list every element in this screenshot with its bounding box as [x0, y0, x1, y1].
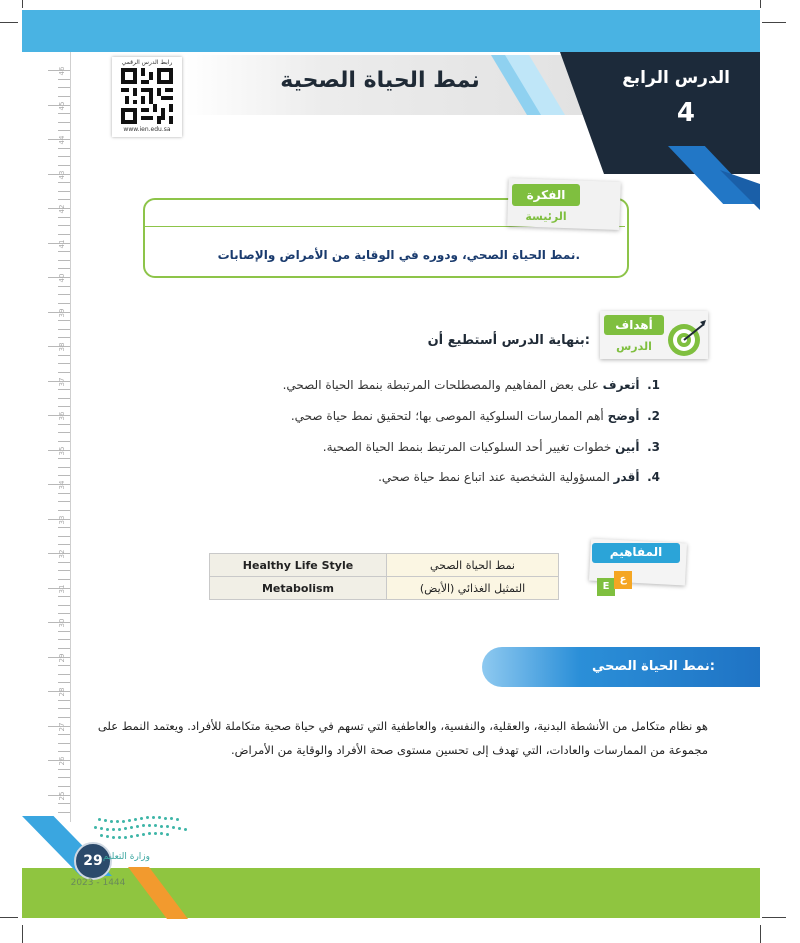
concept-en: Metabolism [210, 577, 387, 600]
ruler-tick [58, 79, 70, 80]
ruler-number: 35 [58, 446, 66, 455]
qr-label: رابط الدرس الرقمي [121, 59, 173, 66]
goal-text: أهم الممارسات السلوكية الموصى بها؛ لتحقيق نمط حياة صحي. [290, 409, 604, 423]
ruler-tick [58, 355, 70, 356]
ruler-number: 38 [58, 342, 66, 352]
ruler-tick [58, 268, 70, 269]
ruler-tick [58, 225, 70, 226]
bottom-band [22, 868, 760, 918]
goals-tag-line1: أهداف [615, 318, 653, 332]
ruler-number: 41 [58, 239, 66, 248]
target-icon [664, 318, 708, 358]
ministry-name: وزارة التعليم [102, 852, 150, 862]
ruler-tick [58, 475, 70, 476]
page-number: 29 [74, 842, 112, 880]
ruler-tick [58, 613, 70, 614]
ruler-tick [58, 648, 70, 649]
crop-mark [762, 22, 786, 23]
ruler-number: 30 [58, 618, 66, 628]
logo-dot [106, 828, 109, 831]
ruler-tick [58, 432, 70, 433]
ruler-tick [58, 803, 70, 804]
ruler-tick [58, 389, 70, 390]
ruler-tick [58, 812, 70, 813]
goal-text: على بعض المفاهيم والمصطلحات المرتبطة بنمط الحياة الصحي. [282, 378, 599, 392]
qr-code-icon[interactable] [121, 68, 173, 124]
ruler-number: 34 [58, 480, 66, 490]
logo-dot [154, 824, 157, 827]
logo-dot [158, 816, 161, 819]
ruler-number: 46 [58, 66, 66, 76]
crop-mark [760, 0, 761, 8]
logo-dot [130, 835, 133, 838]
ruler-number: 40 [58, 273, 66, 283]
ruler-tick [58, 605, 70, 606]
lesson-label: الدرس الرابع [622, 68, 730, 88]
lesson-number: 4 [676, 98, 695, 128]
logo-dot [118, 836, 121, 839]
ruler-number: 29 [58, 653, 66, 662]
ruler-tick [58, 700, 70, 701]
logo-dot [154, 832, 157, 835]
logo-dot [148, 832, 151, 835]
goals-intro: بنهاية الدرس أستطيع أن: [427, 333, 590, 348]
section-heading: نمط الحياة الصحي: [591, 659, 715, 674]
ruler-number: 32 [58, 549, 66, 559]
goal-text: المسؤولية الشخصية عند اتباع نمط حياة صحي. [378, 470, 610, 484]
ruler-tick [58, 536, 70, 537]
ruler-tick [58, 363, 70, 364]
ruler-tick [58, 682, 70, 683]
logo-dot [142, 833, 145, 836]
ruler-tick [58, 743, 70, 744]
logo-dot [100, 827, 103, 830]
ruler-tick [58, 303, 70, 304]
ruler-tick [58, 493, 70, 494]
ruler-tick [58, 148, 70, 149]
ruler-tick [58, 182, 70, 183]
goal-number: 2. [647, 409, 660, 423]
crop-mark [22, 0, 23, 8]
crop-mark [0, 22, 18, 23]
logo-dot [166, 833, 169, 836]
main-idea-tag-line1: الفكرة [526, 188, 566, 202]
concepts-tag-label: المفاهيم [609, 545, 663, 559]
ruler-tick [58, 251, 70, 252]
ruler-tick [58, 501, 70, 502]
ruler-tick [58, 294, 70, 295]
english-chip-icon: E [597, 578, 615, 596]
ruler-tick [58, 674, 70, 675]
ruler-tick [58, 544, 70, 545]
ruler-tick [58, 286, 70, 287]
logo-dot [100, 834, 103, 837]
ruler-number: 27 [58, 722, 66, 731]
ruler-number: 44 [58, 135, 66, 145]
logo-dot [106, 835, 109, 838]
ruler-tick [58, 337, 70, 338]
ruler-number: 39 [58, 308, 66, 317]
logo-dot [184, 828, 187, 831]
ruler-number: 43 [58, 170, 66, 179]
goal-verb: أبين [615, 440, 640, 454]
logo-dot [122, 820, 125, 823]
ruler-tick [58, 596, 70, 597]
arabic-chip-icon: ع [614, 571, 632, 589]
logo-dot [104, 819, 107, 822]
ruler-tick [58, 441, 70, 442]
ruler-tick [58, 165, 70, 166]
ruler-tick [58, 467, 70, 468]
logo-dot [140, 817, 143, 820]
ruler-tick [58, 639, 70, 640]
ruler-tick [58, 122, 70, 123]
goal-number: 4. [647, 470, 660, 484]
main-idea-text: نمط الحياة الصحي، ودوره في الوقاية من الأمراض والإصابات. [217, 248, 580, 262]
logo-dot [112, 828, 115, 831]
ruler-tick [58, 406, 70, 407]
logo-dot [134, 818, 137, 821]
goal-item [220, 440, 660, 454]
ruler-tick [58, 665, 70, 666]
logo-dot [112, 836, 115, 839]
concepts-table [209, 553, 559, 600]
logo-dot [164, 817, 167, 820]
ruler-tick [58, 424, 70, 425]
logo-dot [170, 817, 173, 820]
table-row [210, 554, 559, 577]
ruler-tick [58, 769, 70, 770]
logo-dot [166, 825, 169, 828]
qr-url[interactable]: www.ien.edu.sa [123, 126, 171, 133]
logo-dot [136, 825, 139, 828]
ruler-number: 33 [58, 515, 66, 524]
goal-verb: أتعرف [602, 378, 640, 392]
crop-mark [0, 917, 18, 918]
logo-dot [172, 826, 175, 829]
ruler-tick [58, 156, 70, 157]
ruler-tick [58, 329, 70, 330]
goal-verb: أوضح [607, 409, 640, 423]
logo-dot [136, 834, 139, 837]
logo-dot [116, 820, 119, 823]
goal-verb: أقدر [613, 470, 640, 484]
ruler-tick [58, 708, 70, 709]
logo-dot [98, 818, 101, 821]
ruler-tick [58, 191, 70, 192]
ruler-tick [58, 777, 70, 778]
logo-dot [160, 832, 163, 835]
logo-dot [160, 825, 163, 828]
lesson-title: نمط الحياة الصحية [280, 68, 480, 93]
crop-mark [760, 925, 761, 943]
logo-dot [124, 836, 127, 839]
section-paragraph: هو نظام متكامل من الأنشطة البدنية، والعقلية، والنفسية، والعاطفية التي تسهم في حياة صحية متكاملة للأفراد. ويعتمد النمط على مجموعة من الممارسات والعادات، التي تهدف إلى تحسين مستوى صحة الأفراد والوقاية من الأمراض. [97, 719, 708, 757]
ruler-tick [58, 631, 70, 632]
logo-dot [176, 818, 179, 821]
ruler-tick [58, 717, 70, 718]
ruler-tick [58, 751, 70, 752]
goal-number: 1. [647, 378, 660, 392]
goals-tag-line2: الدرس [616, 340, 652, 353]
ruler-tick [58, 570, 70, 571]
concept-ar: التمثيل الغذائي (الأيض) [387, 577, 559, 600]
ruler-tick [58, 260, 70, 261]
ruler-number: 28 [58, 687, 66, 697]
page-ruler [22, 52, 71, 822]
edition-year: 2023 - 1444 [70, 878, 126, 888]
logo-dot [94, 826, 97, 829]
goal-text: خطوات تغيير أحد السلوكيات المرتبط بنمط الحياة الصحية. [322, 440, 612, 454]
ruler-tick [58, 510, 70, 511]
logo-dot [146, 816, 149, 819]
crop-mark [22, 925, 23, 943]
ruler-tick [58, 87, 70, 88]
logo-dot [148, 824, 151, 827]
ruler-tick [58, 398, 70, 399]
logo-dot [124, 827, 127, 830]
ruler-tick [58, 217, 70, 218]
goal-item [220, 378, 660, 392]
goal-number: 3. [647, 440, 660, 454]
ruler-tick [58, 199, 70, 200]
ruler-tick [58, 579, 70, 580]
top-band [22, 10, 760, 52]
concept-ar: نمط الحياة الصحي [387, 554, 559, 577]
logo-dot [178, 827, 181, 830]
concept-en: Healthy Life Style [210, 554, 387, 577]
logo-dot [152, 816, 155, 819]
ruler-tick [58, 562, 70, 563]
ruler-tick [58, 527, 70, 528]
goal-item [220, 409, 660, 423]
goal-item [220, 470, 660, 484]
ruler-tick [58, 113, 70, 114]
ruler-number: 37 [58, 377, 66, 386]
ruler-tick [58, 458, 70, 459]
logo-dot [142, 824, 145, 827]
ruler-tick [58, 130, 70, 131]
ruler-number: 25 [58, 791, 66, 800]
ruler-tick [58, 234, 70, 235]
table-row [210, 577, 559, 600]
main-idea-tag-line2: الرئيسة [525, 210, 567, 223]
logo-dot [130, 826, 133, 829]
ruler-number: 42 [58, 204, 66, 214]
ruler-number: 45 [58, 101, 66, 110]
ruler-tick [58, 786, 70, 787]
ruler-number: 36 [58, 411, 66, 421]
ruler-number: 26 [58, 756, 66, 766]
logo-dot [118, 828, 121, 831]
logo-dot [128, 819, 131, 822]
ruler-tick [58, 96, 70, 97]
ruler-tick [58, 320, 70, 321]
ruler-tick [58, 734, 70, 735]
logo-dot [110, 820, 113, 823]
ruler-tick [58, 372, 70, 373]
crop-mark [762, 917, 786, 918]
ruler-number: 31 [58, 584, 66, 593]
